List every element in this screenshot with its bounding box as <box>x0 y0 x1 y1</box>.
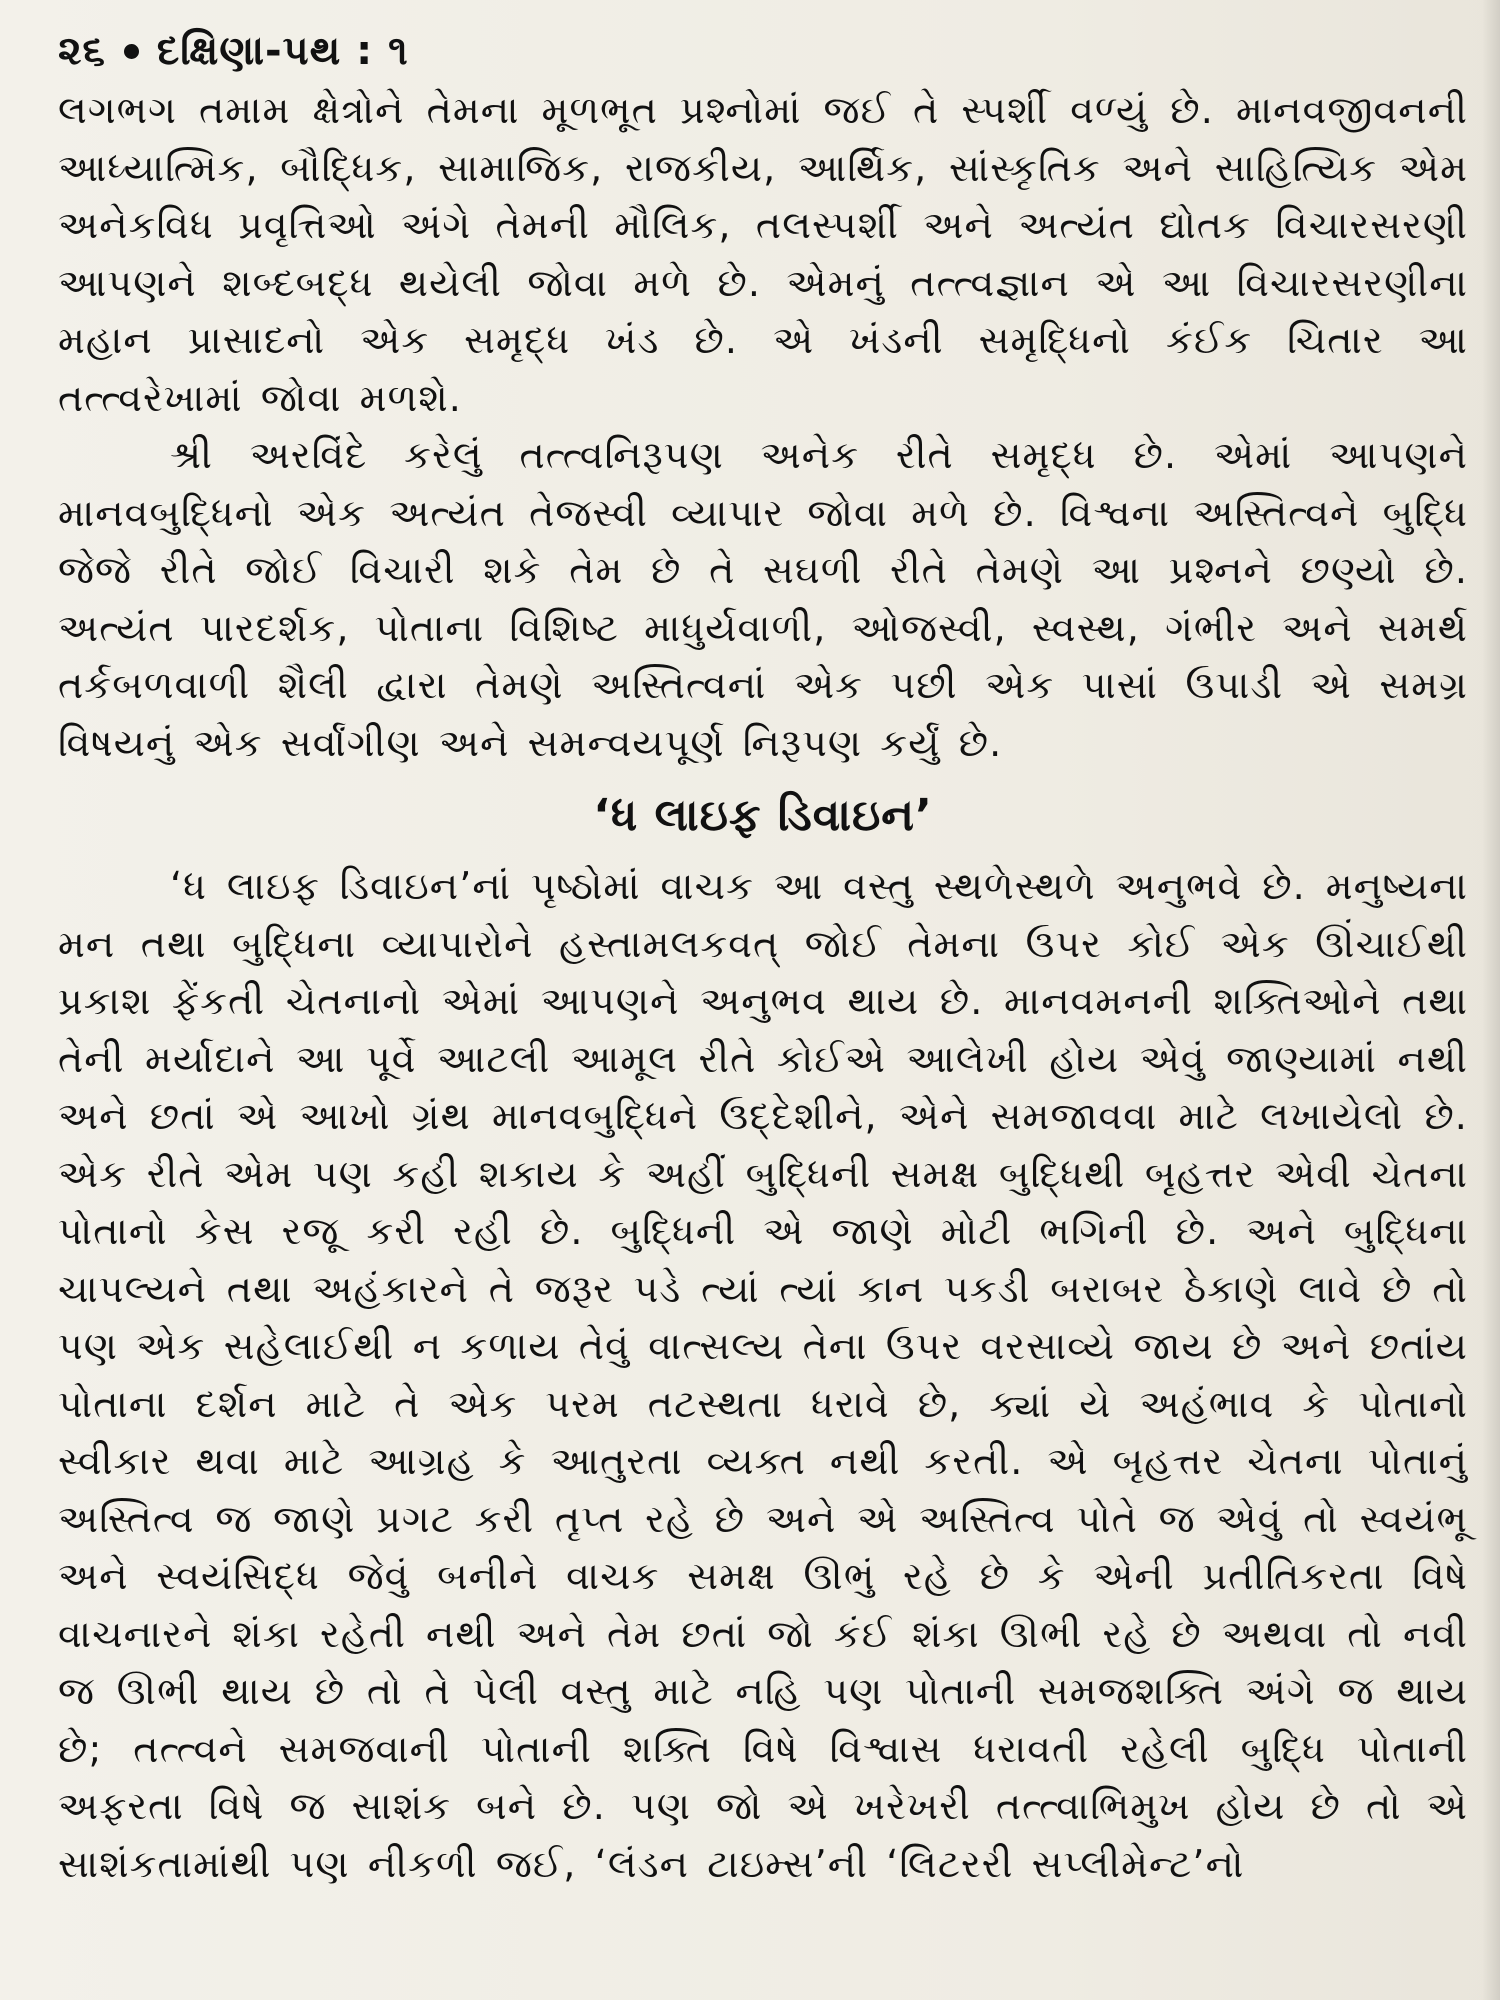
body-text <box>58 82 1468 1893</box>
paragraph-continued: લગભગ તમામ ક્ષેત્રોને તેમના મૂળભૂત પ્રશ્નોમાં જઈ તે સ્પર્શી વળ્યું છે. માનવજીવનની આધ્યાત્મિક, બૌદ્ધિક, સામાજિક, રાજકીય, આર્થિક, સાંસ્કૃતિક અને સાહિત્યિક એમ અનેકવિધ પ્રવૃત્તિઓ અંગે તેમની મૌલિક, તલસ્પર્શી અને અત્યંત દ્યોતક વિચારસરણી આપણને શબ્દબદ્ધ થયેલી જોવા મળે છે. એમનું તત્ત્વજ્ઞાન એ આ વિચારસરણીના મહાન પ્રાસાદનો એક સમૃદ્ધ ખંડ છે. એ ખંડની સમૃદ્ધિનો કંઈક ચિતાર આ તત્ત્વરેખામાં જોવા મળશે. <box>58 88 1468 420</box>
page-number: ૨૬ <box>58 28 106 74</box>
separator-dot-icon <box>124 44 139 59</box>
paragraph-aurobindo: શ્રી અરવિંદે કરેલું તત્ત્વનિરૂપણ અનેક રીતે સમૃદ્ધ છે. એમાં આપણને માનવબુદ્ધિનો એક અત્યંત તેજસ્વી વ્યાપાર જોવા મળે છે. વિશ્વના અસ્તિત્વને બુદ્ધિ જેજે રીતે જોઈ વિચારી શકે તેમ છે તે સઘળી રીતે તેમણે આ પ્રશ્નને છણ્યો છે. અત્યંત પારદર્શક, પોતાના વિશિષ્ટ માધુર્યવાળી, ઓજસ્વી, સ્વસ્થ, ગંભીર અને સમર્થ તર્કબળવાળી શૈલી દ્વારા તેમણે અસ્તિત્વનાં એક પછી એક પાસાં ઉપાડી એ સમગ્ર વિષયનું એક સર્વાંગીણ અને સમન્વયપૂર્ણ નિરૂપણ કર્યું છે. <box>58 433 1468 765</box>
paragraph-life-divine: ‘ધ લાઇફ ડિવાઇન’નાં પૃષ્ઠોમાં વાચક આ વસ્તુ સ્થળેસ્થળે અનુભવે છે. મનુષ્યના મન તથા બુદ્ધિના વ્યાપારોને હસ્તામલકવત્ જોઈ તેમના ઉપર કોઈ એક ઊંચાઈથી પ્રકાશ ફેંકતી ચેતનાનો એમાં આપણને અનુભવ થાય છે. માનવમનની શક્તિઓને તથા તેની મર્યાદાને આ પૂર્વે આટલી આમૂલ રીતે કોઈએ આલેખી હોય એવું જાણ્યામાં નથી અને છતાં એ આખો ગ્રંથ માનવબુદ્ધિને ઉદ્દેશીને, એને સમજાવવા માટે લખાયેલો છે. એક રીતે એમ પણ કહી શકાય કે અહીં બુદ્ધિની સમક્ષ બુદ્ધિથી બૃહત્તર એવી ચેતના પોતાનો કેસ રજૂ કરી રહી છે. બુદ્ધિની એ જાણે મોટી ભગિની છે. અને બુદ્ધિના ચાપલ્યને તથા અહંકારને તે જરૂર પડે ત્યાં ત્યાં કાન પકડી બરાબર ઠેકાણે લાવે છે તો પણ એક સહેલાઈથી ન કળાય તેવું વાત્સલ્ય તેના ઉપર વરસાવ્યે જાય છે અને છતાંય પોતાના દર્શન માટે તે એક પરમ તટસ્થતા ધરાવે છે, ક્યાં યે અહંભાવ કે પોતાનો સ્વીકાર થવા માટે આગ્રહ કે આતુરતા વ્યક્ત નથી કરતી. એ બૃહત્તર ચેતના પોતાનું અસ્તિત્વ જ જાણે પ્રગટ કરી તૃપ્ત રહે છે અને એ અસ્તિત્વ પોતે જ એવું તો સ્વયંભૂ અને સ્વયંસિદ્ધ જેવું બનીને વાચક સમક્ષ ઊભું રહે છે કે એની પ્રતીતિકરતા વિષે વાચનારને શંકા રહેતી નથી અને તેમ છતાં જો કંઈ શંકા ઊભી રહે છે અથવા તો નવી જ ઊભી થાય છે તો તે પેલી વસ્તુ માટે નહિ પણ પોતાની સમજશક્તિ અંગે જ થાય છે; તત્ત્વને સમજવાની પોતાની શક્તિ વિષે વિશ્વાસ ધરાવતી રહેલી બુદ્ધિ પોતાની અફરતા વિષે જ સાશંક બને છે. પણ જો એ ખરેખરી તત્ત્વાભિમુખ હોય છે તો એ સાશંકતામાંથી પણ નીકળી જઈ, ‘લંડન ટાઇમ્સ’ની ‘લિટરરી સપ્લીમેન્ટ’નો <box>58 864 1468 1886</box>
section-heading: ‘ધ લાઇફ ડિવાઇન’ <box>593 790 933 841</box>
running-head <box>58 20 1478 82</box>
book-title: દક્ષિણા-પથ : ૧ <box>156 28 409 74</box>
